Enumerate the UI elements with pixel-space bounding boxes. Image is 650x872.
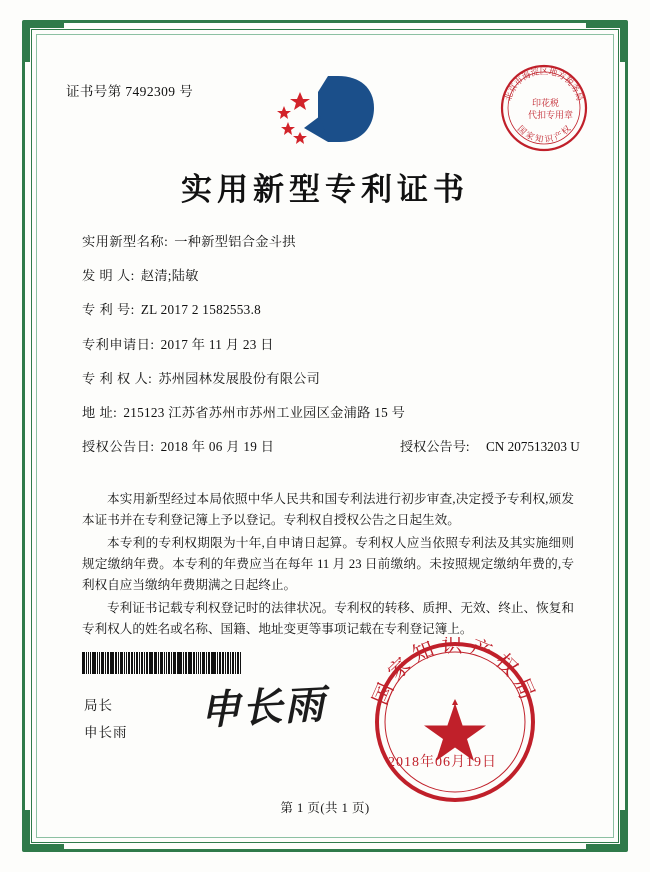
field-label: 实用新型名称: — [82, 234, 169, 249]
svg-text:国家知识产权局: 国家知识产权局 — [370, 637, 540, 709]
field-label: 专 利 号: — [82, 302, 135, 318]
tax-stamp-seal — [498, 62, 590, 154]
certificate-fields — [82, 235, 588, 474]
official-round-seal — [370, 637, 540, 807]
field-row-grant-announcement — [82, 440, 588, 453]
svg-text:印花税: 印花税 — [532, 98, 560, 108]
field-value-announcement-number: CN 207513203 U — [486, 439, 580, 455]
field-value: 2017 年 11 月 23 日 — [160, 336, 274, 352]
svg-text:国 家 知 识 产 权: 国 家 知 识 产 权 — [515, 123, 573, 145]
field-row-address — [82, 406, 588, 419]
signer-name: 申长雨 — [84, 725, 128, 740]
svg-text:代扣专用章: 代扣专用章 — [528, 110, 574, 120]
field-label: 发 明 人: — [82, 268, 135, 284]
field-value: 赵清;陆敏 — [140, 268, 199, 284]
certificate-content — [52, 52, 598, 826]
svg-text:北京市海淀区地方税务局: 北京市海淀区地方税务局 — [502, 66, 586, 103]
legal-text — [82, 489, 574, 642]
field-row-inventor — [82, 269, 588, 282]
legal-paragraph-3: 专利证书记载专利权登记时的法律状况。专利权的转移、质押、无效、终止、恢复和专利权人的姓名或名称、国籍、地址变更等事项记载在专利登记簿上。 — [82, 601, 574, 636]
field-row-utility-model-name — [82, 235, 588, 248]
field-value: 2018 年 06 月 19 日 — [160, 439, 275, 455]
signer-block — [84, 692, 128, 746]
field-label-announcement-number: 授权公告号: — [400, 439, 470, 455]
field-row-patent-number — [82, 303, 588, 316]
field-label: 地 址: — [82, 405, 118, 421]
field-label: 授权公告日: — [82, 439, 155, 455]
certificate-number: 证书号第 7492309 号 — [66, 84, 194, 99]
field-value: 215123 江苏省苏州市苏州工业园区金浦路 15 号 — [123, 405, 406, 421]
legal-paragraph-2: 本专利的专利权期限为十年,自申请日起算。专利权人应当依照专利法及其实施细则规定缴纳年费。本专利的年费应当在每年 11 月 23 日前缴纳。未按照规定缴纳年费的,专利权自应当缴纳年费期满之日起终止。 — [82, 536, 574, 592]
field-row-application-date — [82, 338, 588, 351]
signer-title: 局长 — [84, 698, 113, 713]
handwritten-signature: 申长雨 — [199, 680, 328, 735]
field-label: 专利申请日: — [82, 336, 155, 352]
page-footer: 第 1 页(共 1 页) — [280, 801, 370, 815]
field-value: 苏州园林发展股份有限公司 — [158, 370, 321, 386]
field-value: 一种新型铝合金斗拱 — [174, 234, 296, 249]
legal-paragraph-1: 本实用新型经过本局依照中华人民共和国专利法进行初步审查,决定授予专利权,颁发本证书并在专利登记簿上予以登记。专利权自授权公告之日起生效。 — [82, 492, 574, 527]
barcode — [82, 652, 242, 674]
seal-date: 2018年06月19日 — [388, 755, 497, 770]
cnipa-logo-icon — [270, 72, 380, 150]
page-title: 实用新型专利证书 — [181, 172, 469, 207]
field-row-patentee — [82, 372, 588, 385]
field-label: 专 利 权 人: — [82, 370, 153, 386]
field-value: ZL 2017 2 1582553.8 — [140, 302, 262, 318]
